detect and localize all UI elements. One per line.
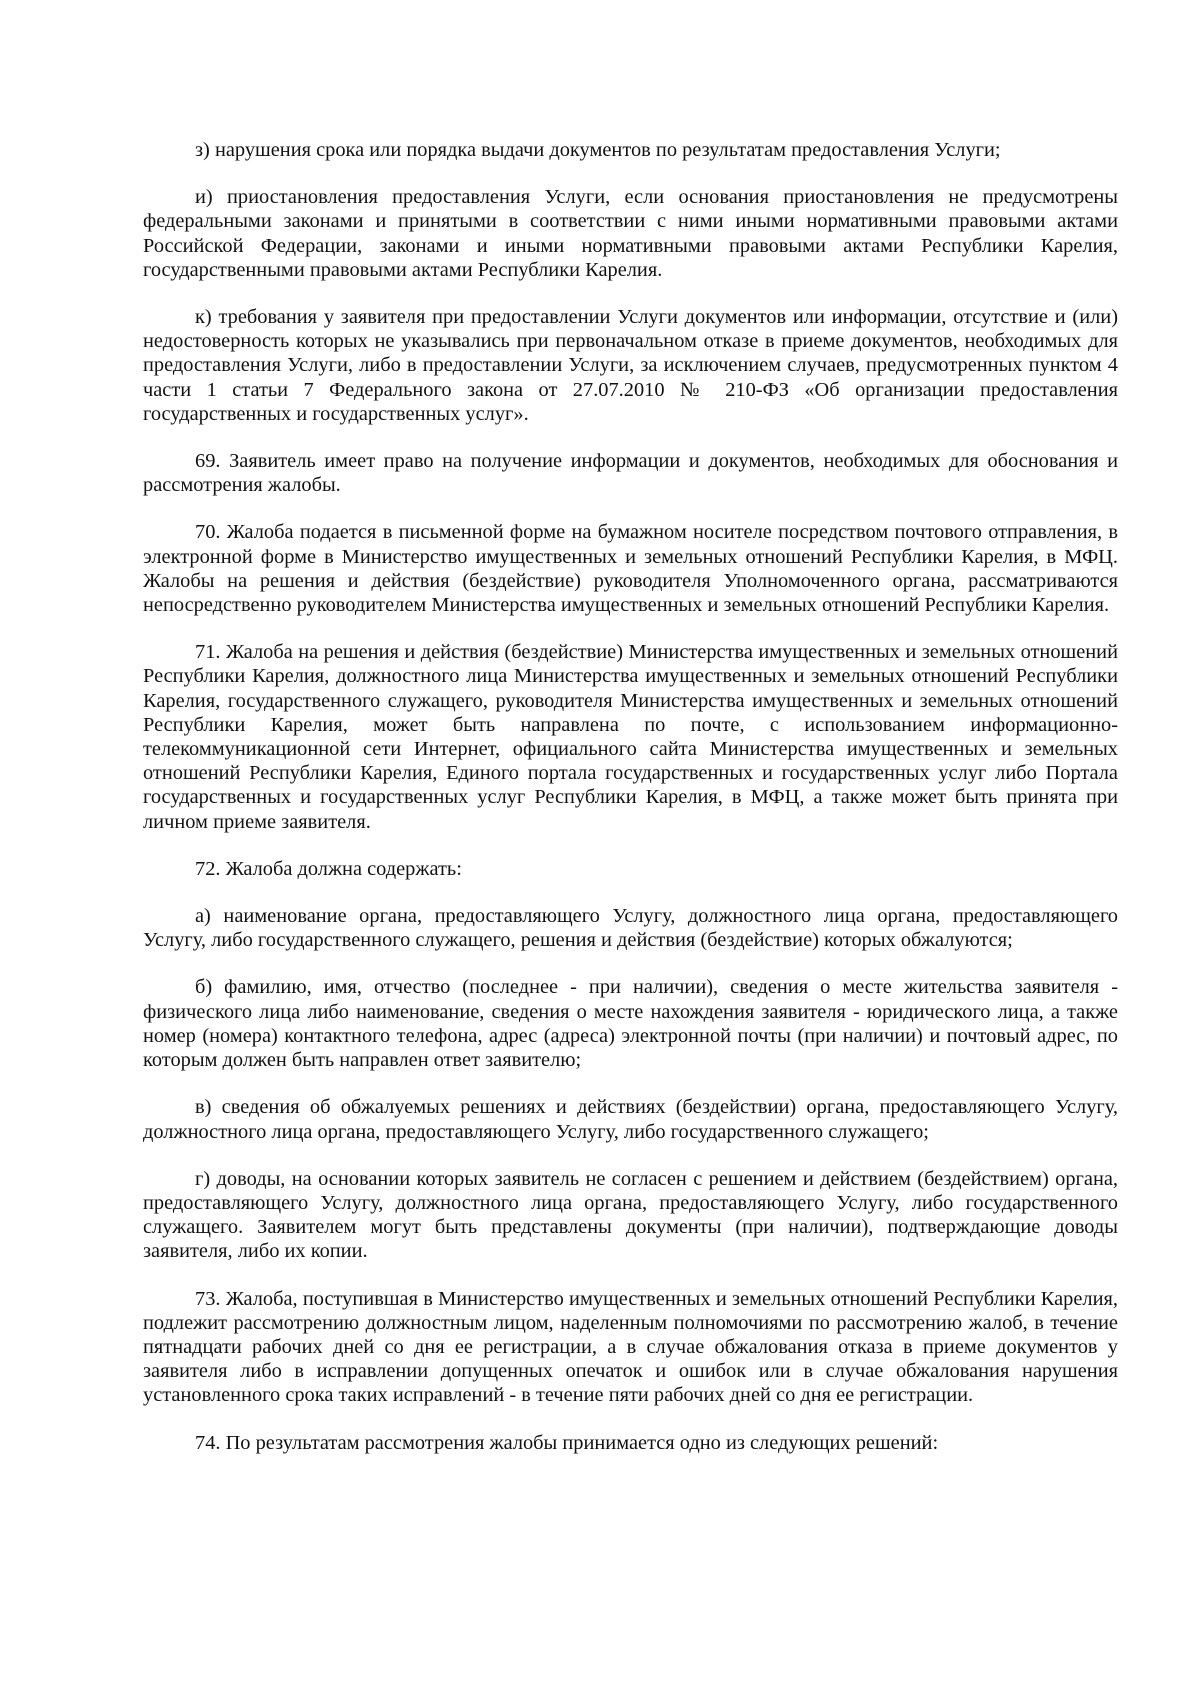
paragraph-k-document-requirements: к) требования у заявителя при предоставлении Услуги документов или информации, отсутствие и (или) недостоверность которых не указывались при первоначальном отказе в приеме документов, необходимых для предоставления Услуги, либо в предоставлении Услуги, за исключением случаев, предусмотренных пунктом 4 части 1 статьи 7 Федерального закона от 27.07.2010 № 210-ФЗ «Об организации предоставления государственных и государственных услуг».	[143, 306, 1118, 425]
paragraph-a-authority-name: а) наименование органа, предоставляющего Услугу, должностного лица органа, предоставляющего Услугу, либо государственного служащего, решения и действия (бездействие) которых обжалуются;	[143, 905, 1118, 952]
paragraph-73-review-period: 73. Жалоба, поступившая в Министерство имущественных и земельных отношений Республики Карелия, подлежит рассмотрению должностным лицом, наделенным полномочиями по рассмотрению жалоб, в течение пятнадцати рабочих дней со дня ее регистрации, а в случае обжалования отказа в приеме документов у заявителя либо в исправлении допущенных опечаток и ошибок или в случае обжалования нарушения установленного срока таких исправлений - в течение пяти рабочих дней со дня ее регистрации.	[143, 1287, 1118, 1407]
paragraph-v-appealed-decisions: в) сведения об обжалуемых решениях и действиях (бездействии) органа, предоставляющего Услугу, должностного лица органа, предоставляющего Услугу, либо государственного служащего;	[143, 1096, 1118, 1143]
paragraph-z-document-issuance-violation: з) нарушения срока или порядка выдачи документов по результатам предоставления Услуги;	[195, 139, 1001, 161]
paragraph-71-complaint-channels: 71. Жалоба на решения и действия (бездействие) Министерства имущественных и земельных отношений Республики Карелия, должностного лица Министерства имущественных и земельных отношений Республики Карелия, государственного служащего, руководителя Министерства имущественных и земельных отношений Республики Карелия, может быть направлена по почте, с использованием информационно-телекоммуникационной сети Интернет, официального сайта Министерства имущественных и земельных отношений Республики Карелия, Единого портала государственных и государственных услуг либо Портала государственных и государственных услуг Республики Карелия, в МФЦ, а также может быть принята при личном приеме заявителя.	[143, 641, 1118, 833]
paragraph-69-right-to-information: 69. Заявитель имеет право на получение информации и документов, необходимых для обоснования и рассмотрения жалобы.	[143, 450, 1118, 497]
paragraph-g-arguments: г) доводы, на основании которых заявитель не согласен с решением и действием (бездействием) органа, предоставляющего Услугу, должностного лица органа, предоставляющего Услугу, либо государственного служащего. Заявителем могут быть представлены документы (при наличии), подтверждающие доводы заявителя, либо их копии.	[143, 1167, 1118, 1263]
document-body	[143, 138, 1118, 1478]
paragraph-b-applicant-details: б) фамилию, имя, отчество (последнее - при наличии), сведения о месте жительства заявителя - физического лица либо наименование, сведения о месте нахождения заявителя - юридического лица, а также номер (номера) контактного телефона, адрес (адреса) электронной почты (при наличии) и почтовый адрес, по которым должен быть направлен ответ заявителю;	[143, 976, 1118, 1072]
paragraph-74-review-outcomes: 74. По результатам рассмотрения жалобы принимается одно из следующих решений:	[195, 1431, 939, 1454]
paragraph-72-complaint-contents: 72. Жалоба должна содержать:	[195, 857, 462, 880]
paragraph-i-service-suspension: и) приостановления предоставления Услуги, если основания приостановления не предусмотрены федеральными законами и принятыми в соответствии с ними иными нормативными правовыми актами Российской Федерации, законами и иными нормативными правовыми актами Республики Карелия, государственными правовыми актами Республики Карелия.	[143, 186, 1118, 281]
paragraph-70-complaint-submission: 70. Жалоба подается в письменной форме на бумажном носителе посредством почтового отправления, в электронной форме в Министерство имущественных и земельных отношений Республики Карелия, в МФЦ. Жалобы на решения и действия (бездействие) руководителя Уполномоченного органа, рассматриваются непосредственно руководителем Министерства имущественных и земельных отношений Республики Карелия.	[143, 521, 1118, 617]
